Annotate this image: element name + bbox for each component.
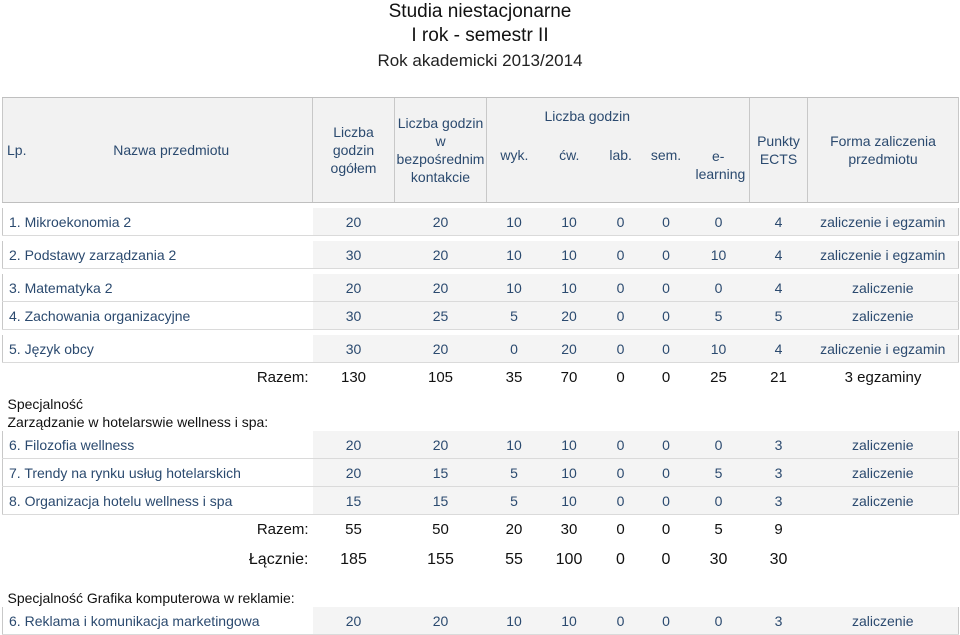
header-name: Nazwa przedmiotu	[31, 98, 313, 203]
cell-contact: 105	[395, 363, 487, 392]
cell-elearning: 0	[688, 607, 750, 635]
cell-contact: 20	[395, 241, 487, 269]
row-label: 5. Język obcy	[3, 335, 313, 363]
cell-elearning: 0	[688, 487, 750, 515]
cell-form: zaliczenie	[808, 302, 959, 330]
row-label: 3. Matematyka 2	[3, 274, 313, 302]
cell-total: 30	[313, 302, 395, 330]
cell-total: 185	[313, 543, 395, 577]
row-label: 2. Podstawy zarządzania 2	[3, 241, 313, 269]
cell-wyk: 10	[487, 607, 542, 635]
cell-ects: 5	[750, 302, 808, 330]
header-form: Forma zaliczenia przedmiotu	[808, 98, 959, 203]
header-sem: sem.	[650, 147, 682, 163]
table-row	[3, 607, 959, 635]
cell-contact: 50	[395, 515, 487, 544]
cell-elearning: 0	[688, 274, 750, 302]
cell-form: zaliczenie	[808, 607, 959, 635]
cell-total: 20	[313, 607, 395, 635]
specialization-heading	[3, 577, 959, 607]
header-lp: Lp.	[3, 98, 31, 203]
grand-total-label: Łącznie:	[3, 543, 313, 577]
cell-sem: 0	[645, 363, 688, 392]
cell-sem: 0	[645, 487, 688, 515]
cell-lab: 0	[597, 607, 645, 635]
cell-total: 55	[313, 515, 395, 544]
cell-sem: 0	[645, 274, 688, 302]
curriculum-table	[2, 97, 959, 635]
cell-form: zaliczenie i egzamin	[808, 208, 959, 236]
cell-contact: 155	[395, 543, 487, 577]
cell-ects: 21	[750, 363, 808, 392]
cell-lab: 0	[597, 335, 645, 363]
cell-ects: 3	[750, 487, 808, 515]
cell-cw: 10	[542, 208, 597, 236]
cell-contact: 20	[395, 335, 487, 363]
cell-sem: 0	[645, 459, 688, 487]
cell-ects: 4	[750, 241, 808, 269]
cell-form: zaliczenie i egzamin	[808, 335, 959, 363]
cell-total: 30	[313, 241, 395, 269]
header-cw: ćw.	[559, 147, 580, 163]
table-row	[3, 459, 959, 487]
cell-wyk: 10	[487, 241, 542, 269]
subtotal-label: Razem:	[3, 363, 313, 392]
cell-ects: 4	[750, 335, 808, 363]
cell-cw: 30	[542, 515, 597, 544]
cell-total: 130	[313, 363, 395, 392]
header-hours-group	[487, 98, 688, 203]
cell-elearning: 10	[688, 335, 750, 363]
header-ects: Punkty ECTS	[750, 98, 808, 203]
cell-sem: 0	[645, 208, 688, 236]
cell-sem: 0	[645, 543, 688, 577]
cell-cw: 10	[542, 487, 597, 515]
cell-cw: 10	[542, 459, 597, 487]
title-line-1: Studia niestacjonarne	[388, 1, 572, 22]
cell-lab: 0	[597, 459, 645, 487]
cell-wyk: 10	[487, 274, 542, 302]
cell-form: zaliczenie	[808, 487, 959, 515]
cell-cw: 10	[542, 607, 597, 635]
cell-sem: 0	[645, 302, 688, 330]
subtotal-label: Razem:	[3, 515, 313, 544]
cell-elearning: 25	[688, 363, 750, 392]
table-row	[3, 487, 959, 515]
cell-cw: 10	[542, 274, 597, 302]
cell-wyk: 5	[487, 302, 542, 330]
specialization-title: Specjalność	[7, 396, 83, 412]
cell-total: 20	[313, 459, 395, 487]
cell-elearning: 5	[688, 459, 750, 487]
cell-sem: 0	[645, 431, 688, 459]
cell-sem: 0	[645, 515, 688, 544]
cell-elearning: 5	[688, 302, 750, 330]
table-row	[3, 274, 959, 302]
cell-contact: 20	[395, 607, 487, 635]
cell-form: zaliczenie	[808, 459, 959, 487]
cell-cw: 100	[542, 543, 597, 577]
cell-total: 15	[313, 487, 395, 515]
title-line-3: Rok akademicki 2013/2014	[377, 51, 583, 70]
cell-cw: 20	[542, 302, 597, 330]
cell-wyk: 55	[487, 543, 542, 577]
header-total: Liczba godzin ogółem	[313, 98, 395, 203]
specialization-heading	[3, 391, 959, 431]
header-hours-label: Liczba godzin	[544, 108, 631, 124]
row-label: 1. Mikroekonomia 2	[3, 208, 313, 236]
cell-lab: 0	[597, 302, 645, 330]
cell-total: 30	[313, 335, 395, 363]
cell-form: zaliczenie	[808, 274, 959, 302]
cell-ects: 9	[750, 515, 808, 544]
cell-elearning: 30	[688, 543, 750, 577]
cell-wyk: 10	[487, 431, 542, 459]
cell-elearning: 10	[688, 241, 750, 269]
cell-wyk: 35	[487, 363, 542, 392]
cell-total: 20	[313, 208, 395, 236]
title-line-2: I rok - semestr II	[411, 25, 549, 46]
cell-lab: 0	[597, 274, 645, 302]
cell-lab: 0	[597, 515, 645, 544]
cell-ects: 30	[750, 543, 808, 577]
header-lab: lab.	[609, 147, 632, 163]
cell-total: 20	[313, 431, 395, 459]
row-label: 4. Zachowania organizacyjne	[3, 302, 313, 330]
specialization-title: Specjalność Grafika komputerowa w reklamie:	[7, 590, 295, 606]
cell-lab: 0	[597, 487, 645, 515]
cell-form: zaliczenie i egzamin	[808, 241, 959, 269]
table-row	[3, 302, 959, 330]
cell-sem: 0	[645, 241, 688, 269]
cell-cw: 20	[542, 335, 597, 363]
cell-elearning: 0	[688, 431, 750, 459]
cell-ects: 4	[750, 274, 808, 302]
cell-lab: 0	[597, 241, 645, 269]
cell-cw: 70	[542, 363, 597, 392]
specialization-name: Zarządzanie w hotelarswie wellness i spa:	[7, 414, 269, 430]
cell-cw: 10	[542, 241, 597, 269]
cell-total: 20	[313, 274, 395, 302]
row-label: 7. Trendy na rynku usług hotelarskich	[3, 459, 313, 487]
cell-ects: 3	[750, 607, 808, 635]
subtotal-row	[3, 363, 959, 392]
header-elearning: e-learning	[688, 98, 750, 203]
cell-cw: 10	[542, 431, 597, 459]
cell-wyk: 0	[487, 335, 542, 363]
row-label: 6. Reklama i komunikacja marketingowa	[3, 607, 313, 635]
cell-contact: 25	[395, 302, 487, 330]
cell-lab: 0	[597, 363, 645, 392]
cell-wyk: 10	[487, 208, 542, 236]
cell-ects: 3	[750, 431, 808, 459]
subtotal-row	[3, 515, 959, 544]
cell-lab: 0	[597, 208, 645, 236]
cell-contact: 15	[395, 487, 487, 515]
cell-sem: 0	[645, 607, 688, 635]
cell-contact: 20	[395, 274, 487, 302]
table-row	[3, 431, 959, 459]
header-contact: Liczba godzin w bezpośrednim kontakcie	[395, 98, 487, 203]
cell-lab: 0	[597, 431, 645, 459]
cell-form: 3 egzaminy	[808, 363, 959, 392]
row-label: 6. Filozofia wellness	[3, 431, 313, 459]
grand-total-row	[3, 543, 959, 577]
cell-form: zaliczenie	[808, 431, 959, 459]
cell-ects: 4	[750, 208, 808, 236]
cell-contact: 15	[395, 459, 487, 487]
cell-wyk: 5	[487, 459, 542, 487]
cell-ects: 3	[750, 459, 808, 487]
cell-elearning: 5	[688, 515, 750, 544]
cell-contact: 20	[395, 431, 487, 459]
table-row	[3, 241, 959, 269]
cell-elearning: 0	[688, 208, 750, 236]
cell-sem: 0	[645, 335, 688, 363]
cell-wyk: 5	[487, 487, 542, 515]
table-row	[3, 335, 959, 363]
cell-lab: 0	[597, 543, 645, 577]
row-label: 8. Organizacja hotelu wellness i spa	[3, 487, 313, 515]
cell-contact: 20	[395, 208, 487, 236]
cell-wyk: 20	[487, 515, 542, 544]
header-wyk: wyk.	[500, 147, 529, 163]
table-row	[3, 208, 959, 236]
